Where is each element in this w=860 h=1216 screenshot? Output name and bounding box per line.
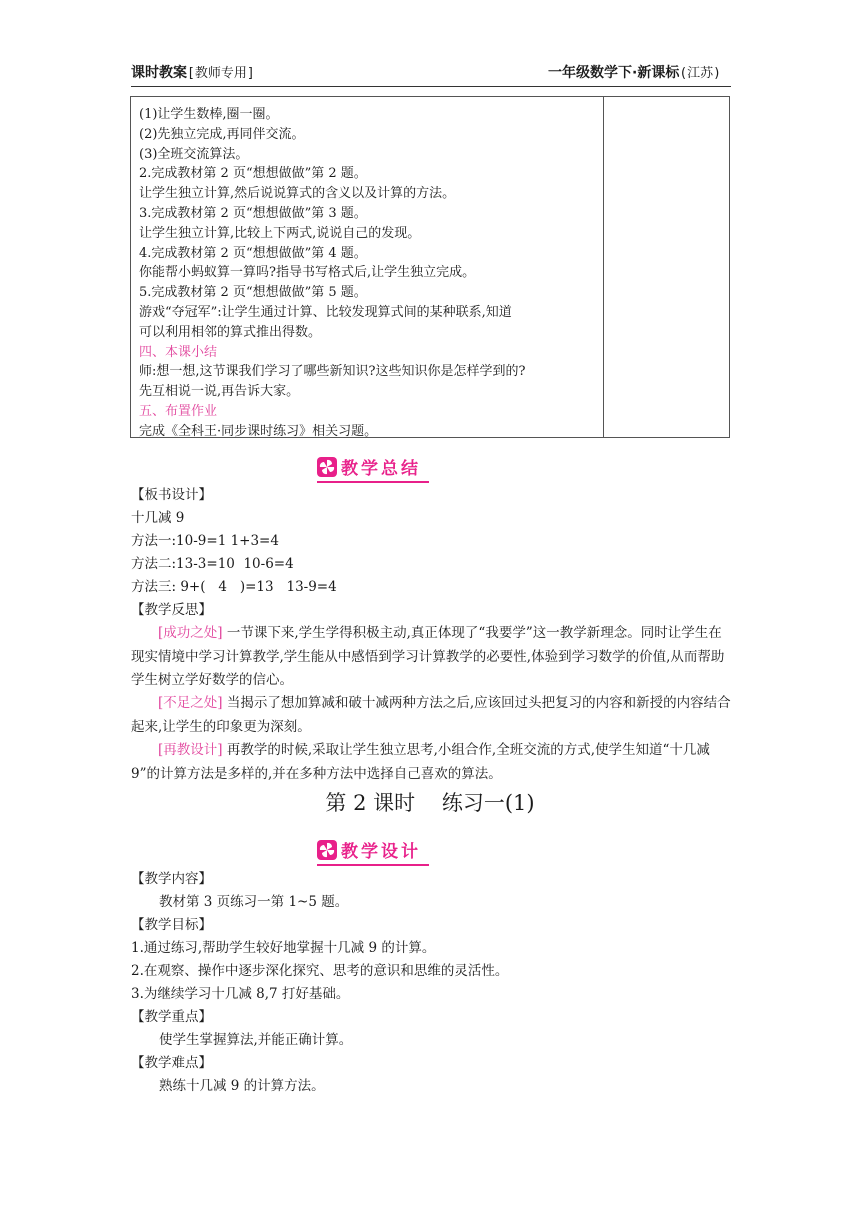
table-line: 师:想一想,这节课我们学习了哪些新知识?这些知识你是怎样学到的? bbox=[139, 364, 526, 380]
section-heading-summary: 四、本课小结 bbox=[139, 344, 218, 360]
table-column-divider bbox=[603, 97, 604, 437]
board-method-1: 方法一:10-9=1 1+3=4 bbox=[131, 533, 279, 549]
lesson-title: 第 2 课时 练习一(1) bbox=[325, 791, 535, 815]
table-line: 3.完成教材第 2 页“想想做做”第 3 题。 bbox=[139, 205, 367, 221]
table-line: (3)全班交流算法。 bbox=[139, 146, 249, 162]
header-left-title: 课时教案 bbox=[131, 65, 187, 81]
board-method-3: 方法三: 9+( 4 )=13 13-9=4 bbox=[131, 579, 337, 595]
key-heading: 【教学重点】 bbox=[131, 1009, 212, 1025]
reflection-success bbox=[131, 622, 733, 693]
board-heading: 【板书设计】 bbox=[131, 487, 212, 503]
success-label: [成功之处] bbox=[158, 625, 223, 641]
table-line: 5.完成教材第 2 页“想想做做”第 5 题。 bbox=[139, 285, 367, 301]
goal-1: 1.通过练习,帮助学生较好地掌握十几减 9 的计算。 bbox=[131, 940, 436, 956]
table-line: (1)让学生数棒,圈一圈。 bbox=[139, 107, 279, 122]
header-left bbox=[131, 62, 255, 82]
banner-underline bbox=[317, 864, 429, 866]
shortcoming-label: [不足之处] bbox=[158, 695, 223, 711]
header-rule bbox=[131, 86, 731, 87]
banner-design-text: 教学设计 bbox=[341, 842, 421, 862]
table-line: 让学生独立计算,比较上下两式,说说自己的发现。 bbox=[139, 225, 421, 241]
reflection-heading: 【教学反思】 bbox=[131, 602, 212, 618]
banner-teaching-design bbox=[317, 837, 421, 862]
key-text: 使学生掌握算法,并能正确计算。 bbox=[159, 1032, 353, 1048]
header-left-tag: [教师专用] bbox=[187, 66, 255, 81]
table-line: (2)先独立完成,再同伴交流。 bbox=[139, 126, 305, 142]
table-line: 游戏“夺冠军”:让学生通过计算、比较发现算式间的某种联系,知道 bbox=[139, 304, 512, 320]
goal-2: 2.在观察、操作中逐步深化探究、思考的意识和思维的灵活性。 bbox=[131, 963, 509, 979]
board-method-2: 方法二:13-3=10 10-6=4 bbox=[131, 556, 294, 572]
table-content bbox=[139, 105, 601, 442]
goal-3: 3.为继续学习十几减 8,7 打好基础。 bbox=[131, 986, 350, 1002]
redesign-text: 再教学的时候,采取让学生独立思考,小组合作,全班交流的方式,使学生知道“十几减 9”的计算方法是多样的,并在多种方法中选择自己喜欢的算法。 bbox=[131, 742, 710, 782]
shortcoming-text: 当揭示了想加算减和破十减两种方法之后,应该回过头把复习的内容和新授的内容结合起来,让学生的印象更为深刻。 bbox=[131, 695, 731, 735]
banner-underline bbox=[317, 481, 429, 483]
lesson-table bbox=[130, 96, 730, 438]
pinwheel-icon bbox=[317, 457, 337, 477]
table-line: 让学生独立计算,然后说说算式的含义以及计算的方法。 bbox=[139, 186, 456, 202]
table-line: 你能帮小蚂蚁算一算吗?指导书写格式后,让学生独立完成。 bbox=[139, 265, 476, 281]
content-heading: 【教学内容】 bbox=[131, 871, 212, 887]
table-line: 完成《全科王·同步课时练习》相关习题。 bbox=[139, 423, 378, 439]
success-text: 一节课下来,学生学得积极主动,真正体现了“我要学”这一教学新理念。同时让学生在现实情境中学习计算教学,学生能从中感悟到学习计算教学的必要性,体验到学习数学的价值,从而帮助学生树立学好数学的信心。 bbox=[131, 625, 725, 688]
header-right-tag: (江苏) bbox=[679, 66, 721, 81]
difficulty-text: 熟练十几减 9 的计算方法。 bbox=[159, 1078, 325, 1094]
banner-summary-text: 教学总结 bbox=[341, 459, 421, 479]
banner-teaching-summary bbox=[317, 454, 421, 479]
difficulty-heading: 【教学难点】 bbox=[131, 1055, 212, 1071]
reflection-shortcoming bbox=[131, 692, 733, 739]
table-line: 4.完成教材第 2 页“想想做做”第 4 题。 bbox=[139, 245, 367, 261]
table-line: 先互相说一说,再告诉大家。 bbox=[139, 384, 300, 400]
section-heading-homework: 五、布置作业 bbox=[139, 403, 218, 419]
goals-heading: 【教学目标】 bbox=[131, 917, 212, 933]
reflection-redesign bbox=[131, 739, 733, 786]
header-right bbox=[548, 62, 721, 82]
header-right-title: 一年级数学下·新课标 bbox=[548, 65, 680, 81]
table-line: 可以利用相邻的算式推出得数。 bbox=[139, 324, 322, 340]
redesign-label: [再教设计] bbox=[158, 742, 223, 758]
table-line: 2.完成教材第 2 页“想想做做”第 2 题。 bbox=[139, 166, 367, 182]
board-title: 十几减 9 bbox=[131, 510, 185, 526]
content-text: 教材第 3 页练习一第 1~5 题。 bbox=[159, 894, 349, 910]
pinwheel-icon bbox=[317, 840, 337, 860]
